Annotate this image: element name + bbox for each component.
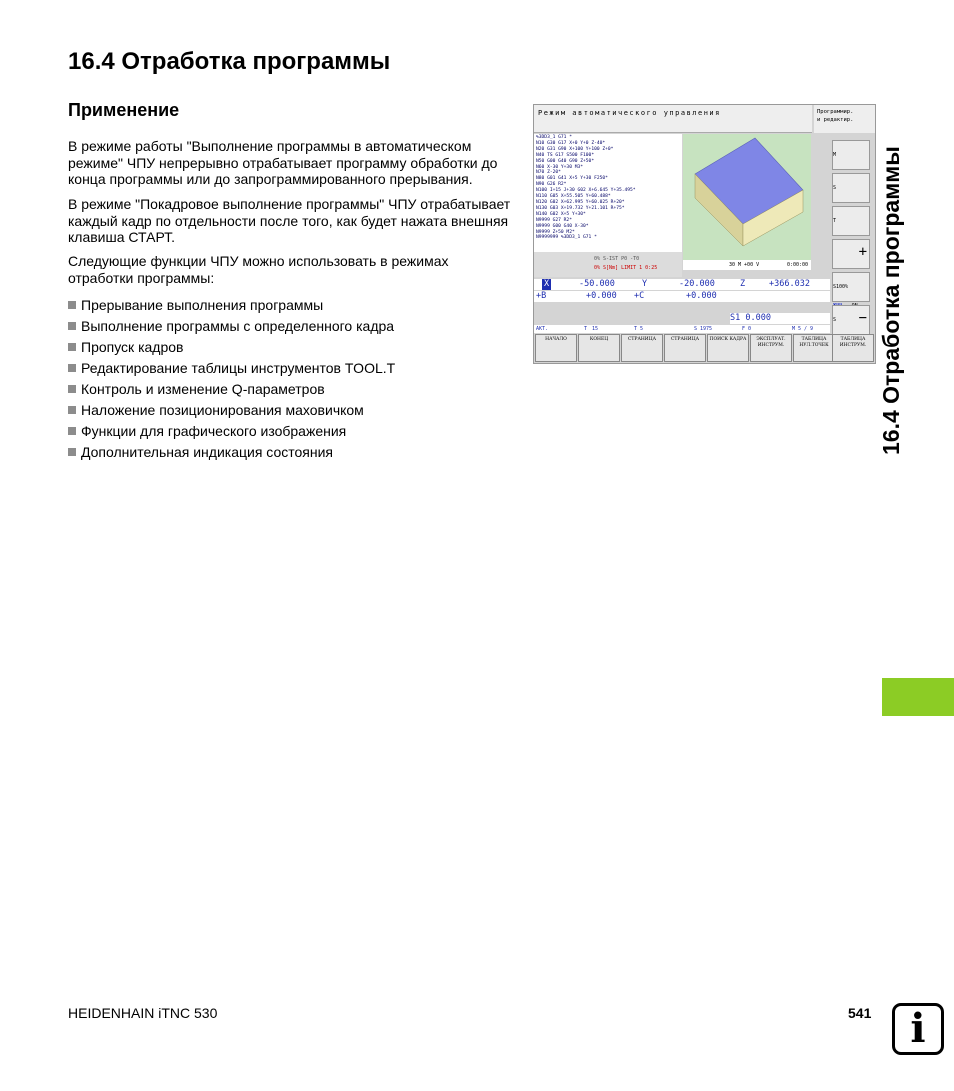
- side-key-s[interactable]: S: [832, 173, 870, 203]
- list-item: Контроль и изменение Q-параметров: [68, 378, 395, 399]
- softkey-tool-table[interactable]: ТАБЛИЦА ИНСТРУМ.: [832, 334, 874, 362]
- program-listing: %3DD3_1 G71 * N10 G30 G17 X+0 Y+0 Z-40* N20 G31 G90 X+100 Y+100 Z+0* N40 TS G17 S500 F100* N50 G00 G40 G90 Z+50* N60 X-30 Y+30 M3* N70 Z-20* N80 G01 G41 X+5 Y+30 F250* N90 G26 R2* N100 I+15 J+30 G02 X+6.645 Y+35.495* N110 G05 X+55.505 Y+60.488* N120 G02 X+62.995 Y+60.025 R+20* N130 G03 X+19.732 Y+21.101 R+75* N140 G02 X+5 Y+30* N9999 G27 R2* N9999 G00 G40 X-30* N9999 Z+50 M2* N9999999 %3DD3_1 G71 *: [534, 134, 682, 252]
- bullet-square-icon: [68, 385, 76, 393]
- list-item: Пропуск кадров: [68, 336, 395, 357]
- side-key-minus[interactable]: S −: [832, 305, 870, 335]
- list-item: Выполнение программы с определенного кадра: [68, 315, 395, 336]
- workpiece-3d-view: [683, 134, 811, 270]
- cnc-screenshot: [533, 104, 876, 364]
- axis-row-2: +B +0.000 +C +0.000: [534, 291, 830, 302]
- paragraph-3: Следующие функции ЧПУ можно использовать в режимах отработки программы:: [68, 253, 449, 286]
- info-icon: i: [892, 1003, 944, 1055]
- softkey-page-down[interactable]: СТРАНИЦА: [664, 334, 706, 362]
- side-softkeys: [832, 140, 875, 328]
- status-bar: AKT. T 15 T 5 S 1975 F 0 M 5 / 9: [534, 325, 830, 333]
- secondary-mode: Программир. и редактир.: [814, 105, 875, 133]
- graphics-info: 30 M +00 V 0:00:00: [683, 260, 811, 270]
- bullet-square-icon: [68, 427, 76, 435]
- softkey-page-up[interactable]: СТРАНИЦА: [621, 334, 663, 362]
- softkey-tool-life[interactable]: ЭКСПЛУАТ. ИНСТРУМ.: [750, 334, 792, 362]
- side-key-m[interactable]: M: [832, 140, 870, 170]
- side-key-plus[interactable]: +: [832, 239, 870, 269]
- paragraph-1: В режиме работы "Выполнение программы в автоматическом режиме" ЧПУ непрерывно отрабатывает программу обработки до конца программы или до запрограммированного прерывания.: [68, 138, 498, 187]
- list-item: Дополнительная индикация состояния: [68, 441, 395, 462]
- list-item: Редактирование таблицы инструментов TOOL.T: [68, 357, 395, 378]
- page-number: 541: [848, 1005, 872, 1021]
- list-item: Прерывание выполнения программы: [68, 294, 395, 315]
- bullet-square-icon: [68, 343, 76, 351]
- axis-row-1: X -50.000 Y -20.000 Z +366.032: [534, 279, 830, 290]
- paragraph-2: В режиме "Покадровое выполнение программы" ЧПУ отрабатывает каждый кадр по отдельности после того, как будет нажата внешняя клавиша СТАРТ.: [68, 196, 511, 245]
- spindle-readout: S1 0.000: [730, 313, 830, 324]
- chapter-tab-marker: [882, 678, 954, 716]
- sidebar-chapter-title: 16.4 Отработка программы: [878, 146, 904, 455]
- softkey-start[interactable]: НАЧАЛО: [535, 334, 577, 362]
- status-panel: 0% S-IST P0 -T0 0% S[Nm] LIMIT 1 0:25: [534, 252, 682, 277]
- softkey-end[interactable]: КОНЕЦ: [578, 334, 620, 362]
- bullet-square-icon: [68, 364, 76, 372]
- bullet-square-icon: [68, 322, 76, 330]
- page-title: 16.4 Отработка программы: [68, 48, 391, 75]
- bullet-square-icon: [68, 448, 76, 456]
- softkey-datum-table[interactable]: ТАБЛИЦА НУЛ.ТОЧЕК: [793, 334, 835, 362]
- feature-list: [68, 294, 395, 462]
- footer-product: HEIDENHAIN iTNC 530: [68, 1005, 218, 1021]
- graphics-window: [683, 134, 811, 270]
- mode-title: Режим автоматического управления: [534, 105, 812, 133]
- list-item: Наложение позиционирования маховичком: [68, 399, 395, 420]
- section-title: Применение: [68, 100, 180, 120]
- softkey-block-search[interactable]: ПОИСК КАДРА: [707, 334, 749, 362]
- bullet-square-icon: [68, 301, 76, 309]
- bullet-square-icon: [68, 406, 76, 414]
- side-key-t[interactable]: T: [832, 206, 870, 236]
- side-key-override[interactable]: S100%: [832, 272, 870, 302]
- list-item: Функции для графического изображения: [68, 420, 395, 441]
